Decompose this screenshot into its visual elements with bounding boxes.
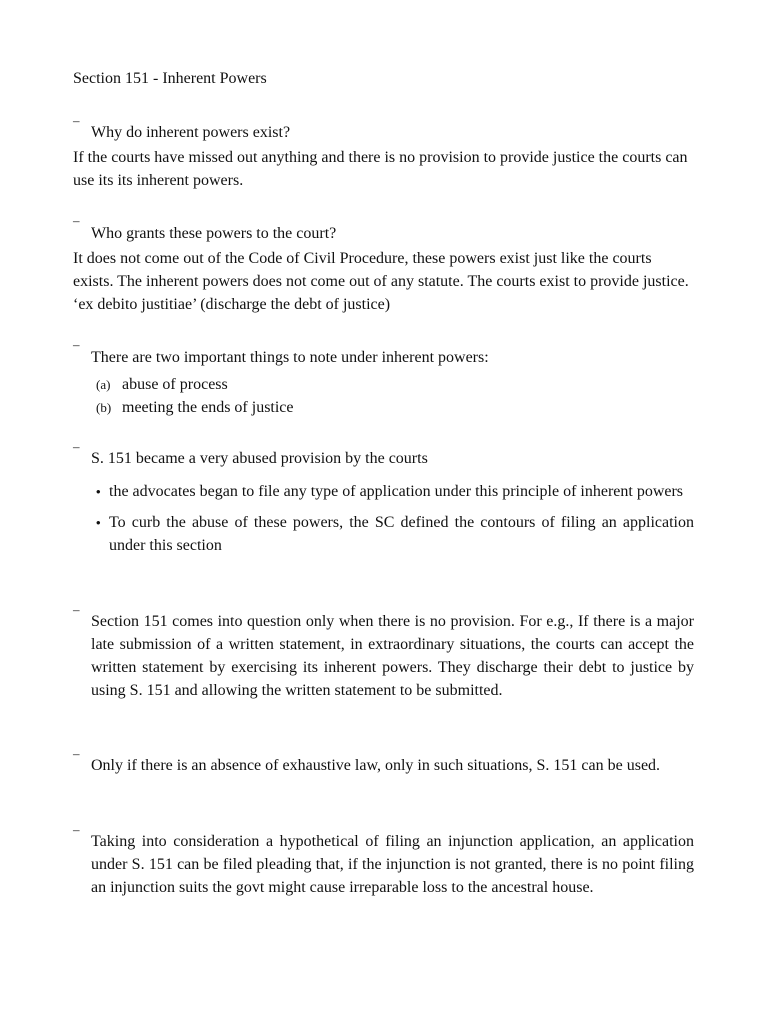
sub-list [96,373,294,419]
dash-marker: – [73,337,80,352]
dash-marker: – [73,439,80,454]
bullet-marker: • [96,484,101,499]
page-title: Section 151 - Inherent Powers [73,70,267,87]
paragraph-6: Only if there is an absence of exhaustive law, only in such situations, S. 151 can be used. [91,757,661,774]
list-item-text: meeting the ends of justice [122,399,294,416]
paragraph-5: Section 151 comes into question only when there is no provision. For e.g., If there is a major late submission of a written statement, in extraordinary situations, the courts can accept the written statement by exercising its inherent powers. They discharge their debt to justice by using S. 151 and allowing the written statement to be submitted. [91,613,694,699]
bullet-list [96,480,694,565]
answer-2: It does not come out of the Code of Civil Procedure, these powers exist just like the courts exists. The inherent powers does not come out of any statute. The courts exist to provide justice. ‘ex debito justitiae’ (discharge the debt of justice) [73,250,689,313]
list-item [96,396,294,419]
list-item-label: (b) [96,400,112,415]
list-item-label: (a) [96,377,111,392]
question-3: There are two important things to note under inherent powers: [91,349,489,366]
dash-marker: – [73,746,80,761]
question-4: S. 151 became a very abused provision by the courts [91,450,428,467]
dash-marker: – [73,822,80,837]
list-item [96,373,294,396]
question-2: Who grants these powers to the court? [91,225,337,242]
answer-1: If the courts have missed out anything and there is no provision to provide justice the courts can use its its inherent powers. [73,149,688,189]
list-item-text: To curb the abuse of these powers, the SC defined the contours of filing an application under this section [109,514,694,554]
paragraph-7: Taking into consideration a hypothetical of filing an injunction application, an application under S. 151 can be filed pleading that, if the injunction is not granted, there is no point filing an injunction suits the govt might cause irreparable loss to the ancestral house. [91,833,694,896]
list-item-text: the advocates began to file any type of application under this principle of inherent powers [109,483,684,500]
dash-marker: – [73,113,80,128]
list-item [96,480,694,503]
question-1: Why do inherent powers exist? [91,124,291,141]
dash-marker: – [73,602,80,617]
list-item [96,511,694,557]
bullet-marker: • [96,515,101,530]
dash-marker: – [73,213,80,228]
list-item-text: abuse of process [122,376,228,393]
